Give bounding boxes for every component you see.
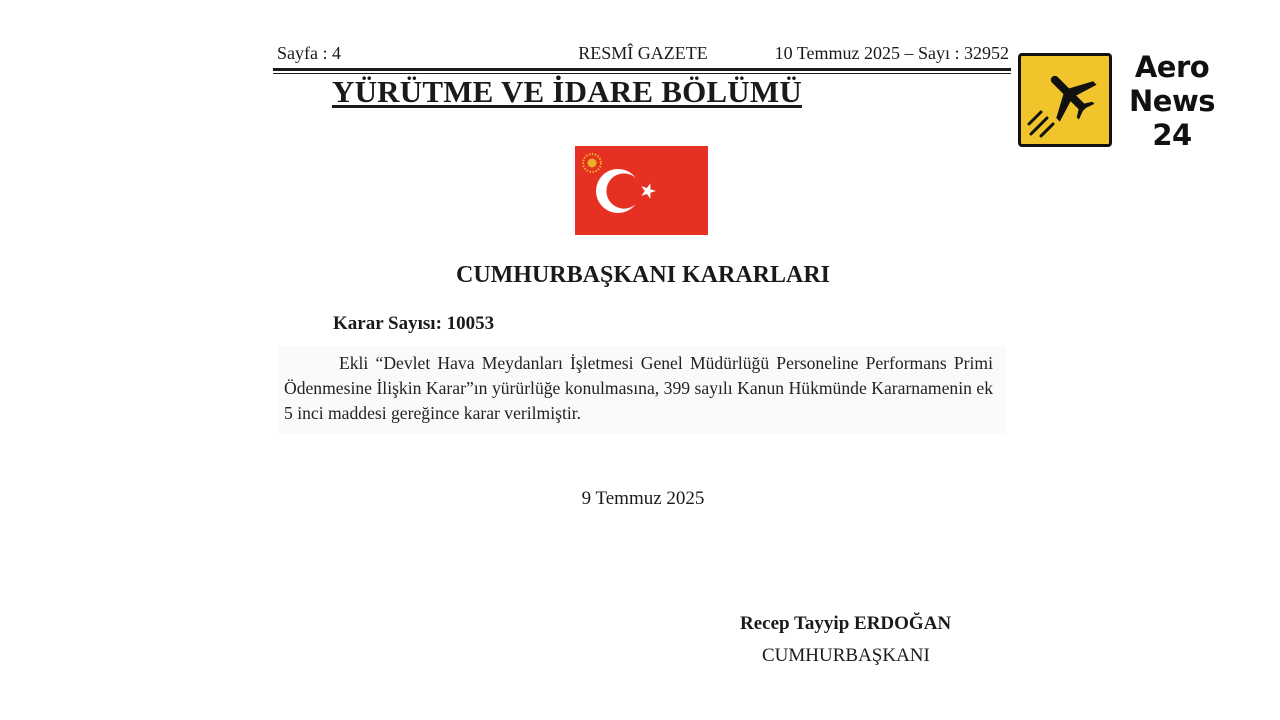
airplane-icon <box>1018 53 1112 147</box>
header-rule-thick <box>273 68 1011 71</box>
aeronews24-logo <box>1017 50 1227 150</box>
logo-line-2: News <box>1129 84 1215 118</box>
decision-date: 9 Temmuz 2025 <box>581 488 705 509</box>
logo-line-3: 24 <box>1152 118 1192 152</box>
signer-title: CUMHURBAŞKANI <box>762 645 930 666</box>
logo-line-1: Aero <box>1134 50 1210 84</box>
decision-number: Karar Sayısı: 10053 <box>333 313 495 334</box>
decisions-heading: CUMHURBAŞKANI KARARLARI <box>455 262 830 288</box>
publication-name: RESMÎ GAZETE <box>578 43 708 63</box>
page-number: Sayfa : 4 <box>277 43 341 63</box>
gazette-header <box>275 43 1011 65</box>
signer-name: Recep Tayyip ERDOĞAN <box>740 613 952 634</box>
turkish-flag-icon <box>575 146 708 235</box>
logo-wordmark <box>1117 50 1227 152</box>
section-title: YÜRÜTME VE İDARE BÖLÜMÜ <box>332 74 802 109</box>
decision-body-text: Ekli “Devlet Hava Meydanları İşletmesi Genel Müdürlüğü Personeline Performans Primi Ödenmesine İlişkin Karar”ın yürürlüğe konulmasına, 399 sayılı Kanun Hükmünde Kararnamenin ek 5 inci maddesi gereğince karar verilmiştir. <box>284 353 993 423</box>
issue-date-number: 10 Temmuz 2025 – Sayı : 32952 <box>774 43 1009 63</box>
